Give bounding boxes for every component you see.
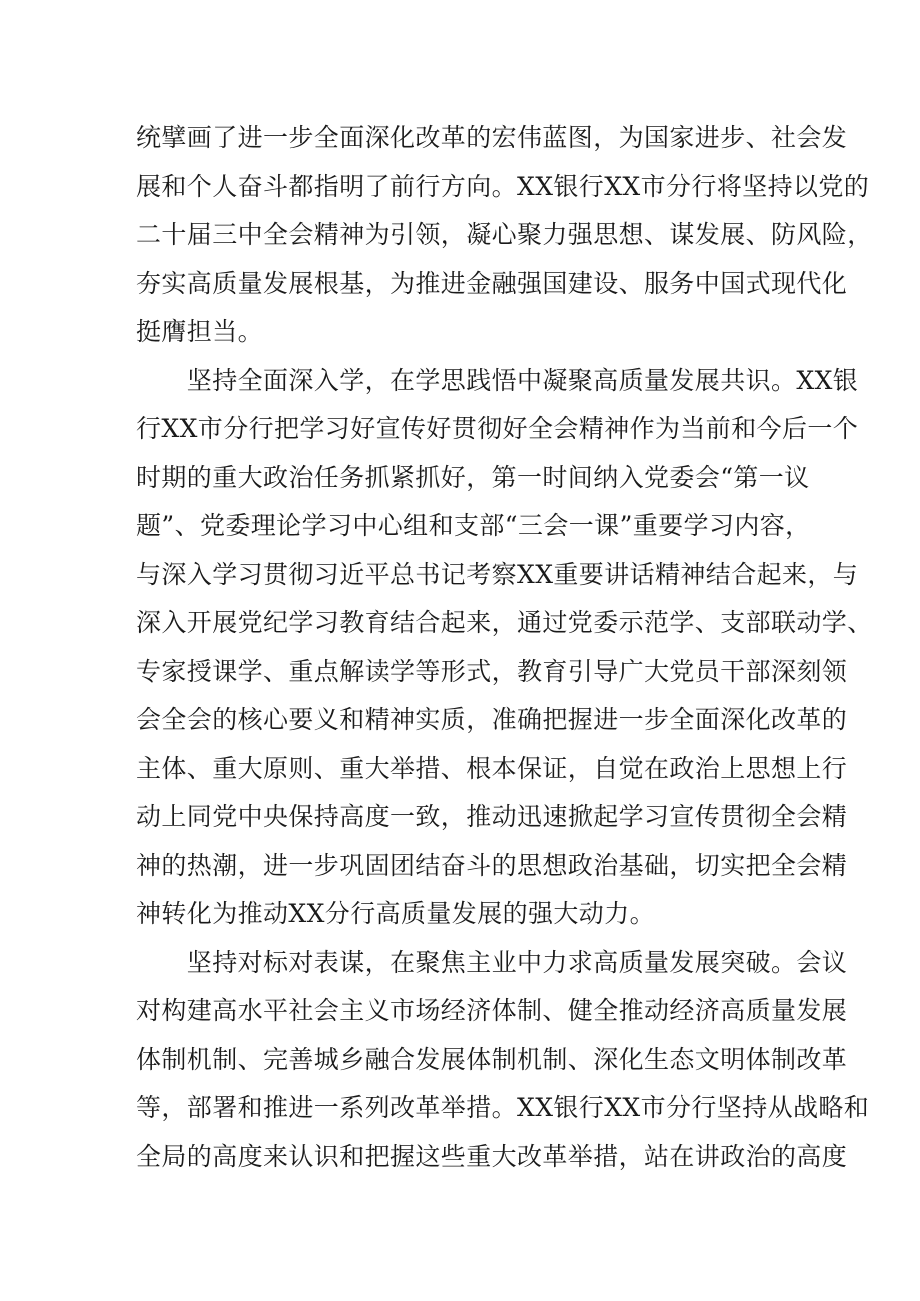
text-line: 时期的重大政治任务抓紧抓好，第一时间纳入党委会“第一议 bbox=[136, 462, 810, 492]
text-line: 会全会的核心要义和精神实质，准确把握进一步全面深化改革的 bbox=[136, 705, 848, 734]
text-line: 行XX市分行把学习好宣传好贯彻好全会精神作为当前和今后一个 bbox=[136, 414, 859, 443]
text-line: 统擘画了进一步全面深化改革的宏伟蓝图，为国家进步、社会发 bbox=[136, 123, 848, 152]
text-line: 动上同党中央保持高度一致，推动迅速掀起学习宣传贯彻全会精 bbox=[136, 802, 848, 831]
text-line: 等，部署和推进一系列改革举措。XX银行XX市分行坚持从战略和 bbox=[136, 1093, 870, 1122]
text-line: 体制机制、完善城乡融合发展体制机制、深化生态文明体制改革 bbox=[136, 1044, 848, 1074]
text-line: 题”、党委理论学习中心组和支部“三会一课”重要学习内容， bbox=[136, 511, 811, 540]
text-line: 专家授课学、重点解读学等形式，教育引导广大党员干部深刻领 bbox=[136, 656, 848, 686]
text-line: 神的热潮，进一步巩固团结奋斗的思想政治基础，切实把全会精 bbox=[136, 850, 848, 880]
text-line: 坚持对标对表谋，在聚焦主业中力求高质量发展突破。会议 bbox=[136, 947, 848, 977]
body-text bbox=[136, 114, 873, 1181]
text-line: 挺膺担当。 bbox=[136, 317, 264, 346]
text-line: 对构建高水平社会主义市场经济体制、健全推动经济高质量发展 bbox=[136, 996, 848, 1025]
text-line: 二十届三中全会精神为引领，凝心聚力强思想、谋发展、防风险， bbox=[136, 220, 873, 249]
text-line: 夯实高质量发展根基，为推进金融强国建设、服务中国式现代化 bbox=[136, 268, 848, 298]
text-line: 坚持全面深入学，在学思践悟中凝聚高质量发展共识。XX银 bbox=[136, 365, 859, 395]
text-line: 深入开展党纪学习教育结合起来，通过党委示范学、支部联动学、 bbox=[136, 608, 873, 637]
text-line: 与深入学习贯彻习近平总书记考察XX重要讲话精神结合起来，与 bbox=[136, 559, 859, 589]
text-line: 主体、重大原则、重大举措、根本保证，自觉在政治上思想上行 bbox=[136, 753, 848, 783]
text-line: 展和个人奋斗都指明了前行方向。XX银行XX市分行将坚持以党的 bbox=[136, 171, 870, 201]
text-line: 神转化为推动XX分行高质量发展的强大动力。 bbox=[136, 899, 655, 928]
text-line: 全局的高度来认识和把握这些重大改革举措，站在讲政治的高度 bbox=[136, 1141, 848, 1171]
